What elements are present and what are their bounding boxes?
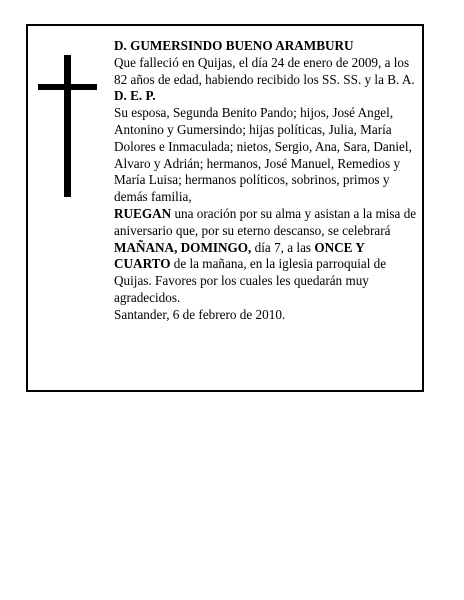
mass-time: ONCE Y CUARTO (114, 239, 365, 272)
rest-in-peace: D. E. P. (114, 88, 156, 104)
place-date: Santander, 6 de febrero de 2010. (114, 306, 286, 322)
mass-location: de la mañana, en la iglesia parroquial de Quijas. Favores por los cuales les quedarán muy agradecidos. (114, 256, 387, 305)
mass-day: MAÑANA, DOMINGO, (114, 239, 252, 255)
cross-horizontal-bar (38, 84, 97, 90)
request-text: una oración por su alma y asistan a la misa de aniversario que, por su eterno descanso, se celebrará (114, 205, 417, 238)
family-list: Su esposa, Segunda Benito Pando; hijos, José Angel, Antonino y Gumersindo; hijas políticas, Julia, María Dolores e Inmaculada; nietos, Sergio, Ana, Sara, Daniel, Alvaro y Adrián; hermanos, José Manuel, Remedios y María Luisa; hermanos políticos, sobrinos, primos y demás familia, (114, 105, 412, 205)
notice-text (114, 38, 420, 324)
ruegan-label: RUEGAN (114, 205, 172, 221)
mass-date: día 7, a las (251, 239, 315, 255)
mass-request (114, 206, 420, 307)
death-info: Que falleció en Quijas, el día 24 de enero de 2009, a los 82 años de edad, habiendo recibido los SS. SS. y la B. A. (114, 54, 415, 87)
deceased-name: D. GUMERSINDO BUENO ARAMBURU (114, 38, 354, 53)
cross-vertical-bar (64, 55, 71, 197)
